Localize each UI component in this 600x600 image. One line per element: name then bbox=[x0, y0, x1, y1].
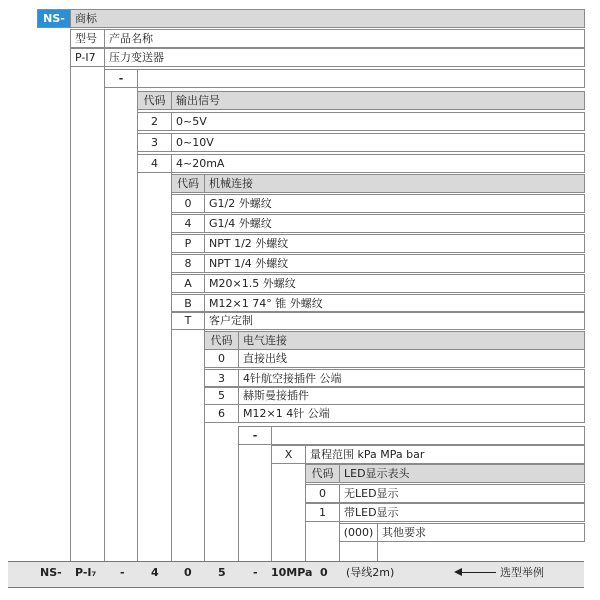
output-signal-name: 0~10V bbox=[171, 133, 585, 152]
output-signal-header-code: 代码 bbox=[137, 91, 172, 110]
example-elec: 5 bbox=[218, 566, 226, 579]
mechanical-name: NPT 1/4 外螺纹 bbox=[204, 254, 585, 273]
led-header-name: LED显示表头 bbox=[339, 464, 585, 483]
output-signal-header-name: 输出信号 bbox=[171, 91, 585, 110]
led-code: 0 bbox=[305, 484, 340, 503]
led-name: 无LED显示 bbox=[339, 484, 585, 503]
model-code: P-I7 bbox=[70, 48, 105, 67]
mechanical-code: 4 bbox=[171, 214, 205, 233]
mechanical-name: NPT 1/2 外螺纹 bbox=[204, 234, 585, 253]
electrical-name: 4针航空接插件 公端 bbox=[238, 369, 585, 388]
example-model: P-I₇ bbox=[75, 566, 97, 579]
example-label: 选型举例 bbox=[500, 566, 544, 579]
separator-1: - bbox=[104, 69, 138, 88]
electrical-name: 赫斯曼接插件 bbox=[238, 386, 585, 405]
led-header-code: 代码 bbox=[305, 464, 340, 483]
mechanical-code: B bbox=[171, 294, 205, 313]
electrical-name: 直接出线 bbox=[238, 349, 585, 368]
mechanical-code: T bbox=[171, 311, 205, 330]
mechanical-header-code: 代码 bbox=[171, 174, 205, 193]
left-arrow-icon bbox=[456, 572, 496, 573]
other-code: (000) bbox=[339, 523, 378, 542]
example-prefix: NS- bbox=[40, 566, 62, 579]
output-signal-code: 2 bbox=[137, 112, 172, 131]
electrical-header-name: 电气连接 bbox=[238, 331, 585, 350]
example-mech: 0 bbox=[184, 566, 192, 579]
electrical-code: 0 bbox=[204, 349, 239, 368]
mechanical-code: P bbox=[171, 234, 205, 253]
output-signal-code: 3 bbox=[137, 133, 172, 152]
electrical-code: 3 bbox=[204, 369, 239, 388]
example-signal: 4 bbox=[151, 566, 159, 579]
mechanical-code: 0 bbox=[171, 194, 205, 213]
range-name: 量程范围 kPa MPa bar bbox=[305, 445, 585, 464]
example-sep1: - bbox=[120, 566, 125, 579]
electrical-code: 6 bbox=[204, 404, 239, 423]
other-name: 其他要求 bbox=[377, 523, 585, 542]
mechanical-name: G1/4 外螺纹 bbox=[204, 214, 585, 233]
output-signal-name: 4~20mA bbox=[171, 154, 585, 173]
mechanical-name: M12×1 74° 锥 外螺纹 bbox=[204, 294, 585, 313]
electrical-header-code: 代码 bbox=[204, 331, 239, 350]
electrical-name: M12×1 4针 公端 bbox=[238, 404, 585, 423]
separator-1-blank bbox=[137, 69, 585, 88]
separator-2-blank bbox=[271, 426, 585, 445]
mechanical-name: G1/2 外螺纹 bbox=[204, 194, 585, 213]
electrical-code: 5 bbox=[204, 386, 239, 405]
output-signal-code: 4 bbox=[137, 154, 172, 173]
model-header-name: 产品名称 bbox=[104, 29, 585, 48]
output-signal-name: 0~5V bbox=[171, 112, 585, 131]
brand-label: 商标 bbox=[70, 9, 585, 28]
led-name: 带LED显示 bbox=[339, 503, 585, 522]
example-range: 10MPa bbox=[271, 566, 313, 579]
mechanical-code: 8 bbox=[171, 254, 205, 273]
mechanical-code: A bbox=[171, 274, 205, 293]
separator-2: - bbox=[238, 426, 272, 445]
mechanical-header-name: 机械连接 bbox=[204, 174, 585, 193]
example-other: (导线2m) bbox=[346, 566, 395, 579]
mechanical-name: 客户定制 bbox=[204, 311, 585, 330]
example-led: 0 bbox=[320, 566, 328, 579]
model-name: 压力变送器 bbox=[104, 48, 585, 67]
range-code: X bbox=[271, 445, 306, 464]
model-header-code: 型号 bbox=[70, 29, 105, 48]
example-sep2: - bbox=[253, 566, 258, 579]
ns-prefix: NS- bbox=[37, 9, 71, 28]
mechanical-name: M20×1.5 外螺纹 bbox=[204, 274, 585, 293]
led-code: 1 bbox=[305, 503, 340, 522]
